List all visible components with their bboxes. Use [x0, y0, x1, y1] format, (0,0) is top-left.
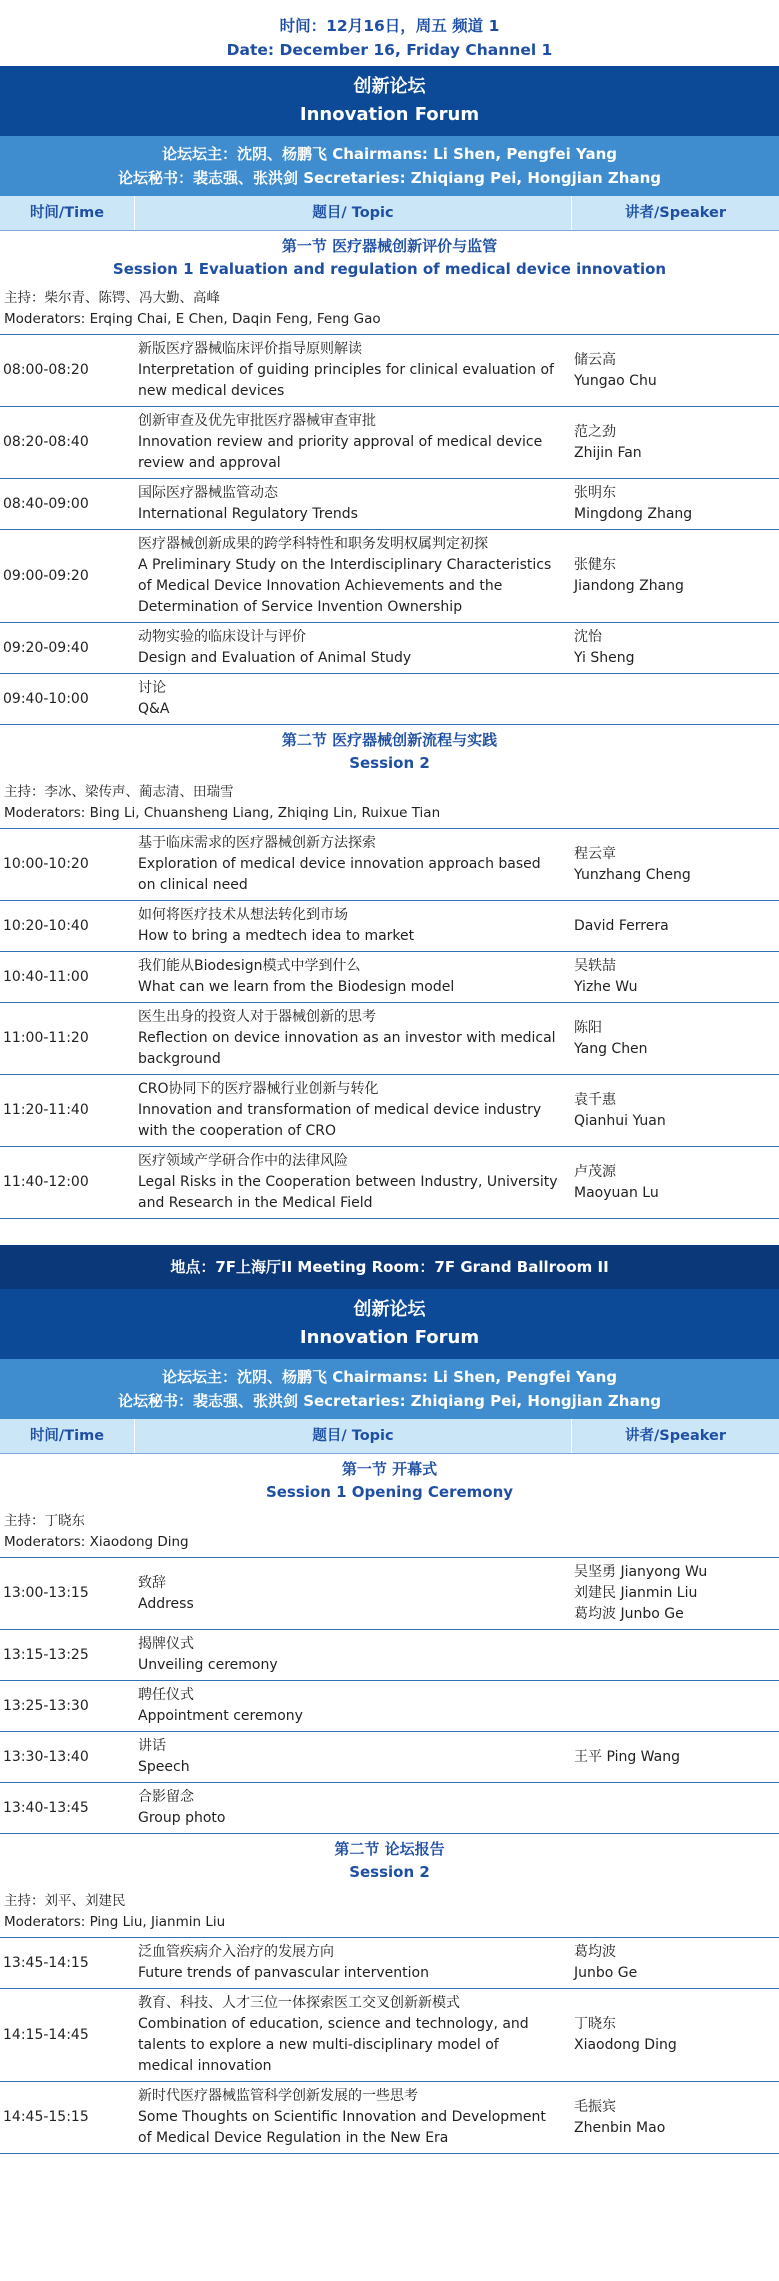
- topic-line: Design and Evaluation of Animal Study: [138, 650, 412, 666]
- topic-line: with the cooperation of CRO: [138, 1123, 336, 1139]
- topic-line: Determination of Service Invention Ownership: [138, 599, 463, 615]
- topic-line: Innovation review and priority approval of medical device: [138, 434, 543, 450]
- speaker-line: 张明东: [574, 485, 616, 501]
- moderators-cn: 主持：李冰、梁传声、蔺志清、田瑞雪: [4, 784, 234, 800]
- table-row: [0, 1732, 779, 1783]
- speaker-cell: [570, 1014, 779, 1064]
- speaker-line: 葛均波: [574, 1944, 616, 1960]
- topic-cell: [134, 407, 570, 478]
- forum-officers: [0, 136, 779, 196]
- time-slot: 10:20-10:40: [3, 917, 89, 934]
- topic-line: Address: [138, 1595, 194, 1612]
- date-channel-header: [0, 0, 779, 66]
- time-slot: 09:20-09:40: [3, 639, 89, 656]
- speaker-line: Zhijin Fan: [574, 444, 642, 461]
- topic-line: 创新审查及优先审批医疗器械审查审批: [138, 413, 376, 429]
- topic-line: Group photo: [138, 1810, 226, 1826]
- forum-title: [0, 1289, 779, 1359]
- forum-chairs: 论坛坛主：沈阴、杨鹏飞 Chairmans: Li Shen, Pengfei Yang: [162, 145, 617, 163]
- table-row: [0, 530, 779, 623]
- session-title-cn: 第一节 医疗器械创新评价与监管: [281, 237, 498, 255]
- table-row: [0, 674, 779, 725]
- time-slot: 13:25-13:30: [3, 1697, 89, 1714]
- topic-line: Future trends of panvascular intervention: [138, 1965, 429, 1981]
- speaker-line: 吴坚勇 Jianyong Wu: [574, 1564, 708, 1580]
- topic-line: on clinical need: [138, 877, 248, 893]
- topic-line: 动物实验的临床设计与评价: [138, 629, 306, 645]
- table-row: [0, 829, 779, 901]
- moderators: [0, 1889, 779, 1938]
- time-slot: 14:15-14:45: [3, 2026, 89, 2043]
- forum-secretaries: 论坛秘书：裴志强、张洪剑 Secretaries: Zhiqiang Pei, Hongjian Zhang: [117, 169, 662, 187]
- speaker-cell: [570, 1702, 779, 1710]
- table-row: [0, 407, 779, 479]
- topic-line: medical innovation: [138, 2058, 272, 2074]
- speaker-cell: [570, 2093, 779, 2143]
- forum-block-afternoon: [0, 1245, 779, 2154]
- moderators: [0, 286, 779, 335]
- topic-line: 医生出身的投资人对于器械创新的思考: [138, 1009, 376, 1025]
- speaker-line: Yunzhang Cheng: [574, 866, 691, 883]
- speaker-cell: [570, 1804, 779, 1812]
- table-row: [0, 479, 779, 530]
- time-slot: 10:40-11:00: [3, 968, 89, 985]
- topic-line: How to bring a medtech idea to market: [138, 928, 415, 944]
- speaker-cell: [570, 1158, 779, 1208]
- session-list: [0, 231, 779, 1219]
- topic-cell: [134, 335, 570, 406]
- speaker-line: 毛振宾: [574, 2098, 616, 2115]
- topic-cell: [134, 1147, 570, 1218]
- topic-line: 泛血管疾病介入治疗的发展方向: [138, 1944, 334, 1960]
- topic-cell: [134, 829, 570, 900]
- topic-cell: [134, 623, 570, 673]
- time-slot: 13:40-13:45: [3, 1799, 89, 1816]
- speaker-cell: [570, 418, 779, 468]
- speaker-cell: [570, 479, 779, 529]
- topic-line: Reflection on device innovation as an investor with medical: [138, 1030, 556, 1046]
- session-title: [0, 1834, 779, 1889]
- moderators-en: Moderators: Ping Liu, Jianmin Liu: [4, 1914, 226, 1930]
- speaker-line: Yang Chen: [574, 1040, 648, 1057]
- topic-line: 揭牌仪式: [138, 1636, 194, 1652]
- moderators-en: Moderators: Erqing Chai, E Chen, Daqin Feng, Feng Gao: [4, 311, 381, 327]
- table-row: [0, 1003, 779, 1075]
- forum-secretaries: 论坛秘书：裴志强、张洪剑 Secretaries: Zhiqiang Pei, Hongjian Zhang: [117, 1392, 662, 1410]
- speaker-cell: [570, 1651, 779, 1659]
- session-title-cn: 第二节 论坛报告: [334, 1840, 445, 1858]
- topic-cell: [134, 1783, 570, 1833]
- speaker-line: 刘建民 Jianmin Liu: [574, 1585, 698, 1601]
- session-title-en: Session 2: [349, 1863, 430, 1881]
- topic-cell: [134, 1003, 570, 1074]
- speaker-cell: [570, 1558, 779, 1629]
- speaker-line: 储云高: [574, 351, 616, 368]
- time-slot: 08:00-08:20: [3, 362, 89, 378]
- speaker-cell: [570, 912, 779, 941]
- speaker-line: Yungao Chu: [574, 372, 657, 389]
- session-title-cn: 第一节 开幕式: [341, 1460, 438, 1478]
- forum-title-en: Innovation Forum: [299, 104, 480, 125]
- table-header: [0, 196, 779, 231]
- speaker-line: 陈阳: [574, 1019, 602, 1036]
- session-title-en: Session 2: [349, 754, 430, 772]
- topic-cell: [134, 1681, 570, 1731]
- speaker-cell: [570, 346, 779, 396]
- table-row: [0, 952, 779, 1003]
- time-slot: 13:45-14:15: [3, 1954, 89, 1971]
- time-slot: 09:40-10:00: [3, 690, 89, 707]
- speaker-line: Zhenbin Mao: [574, 2119, 666, 2136]
- forum-title-cn: 创新论坛: [353, 1299, 426, 1320]
- session-title-en: Session 1 Evaluation and regulation of medical device innovation: [112, 260, 667, 278]
- speaker-line: Yi Sheng: [574, 650, 635, 666]
- time-slot: 13:00-13:15: [3, 1585, 89, 1601]
- session-title: [0, 1454, 779, 1509]
- table-row: [0, 1147, 779, 1219]
- session-list: [0, 1454, 779, 2154]
- forum-block-morning: [0, 66, 779, 1219]
- speaker-cell: [570, 695, 779, 703]
- speaker-line: 王平 Ping Wang: [574, 1748, 680, 1765]
- speaker-line: Maoyuan Lu: [574, 1184, 659, 1201]
- table-row: [0, 1630, 779, 1681]
- time-slot: 14:45-15:15: [3, 2109, 89, 2125]
- speaker-cell: [570, 623, 779, 673]
- topic-cell: [134, 1732, 570, 1782]
- meeting-location: 地点：7F上海厅II Meeting Room：7F Grand Ballroom II: [0, 1245, 779, 1289]
- speaker-line: David Ferrera: [574, 917, 669, 934]
- time-slot: 13:15-13:25: [3, 1646, 89, 1663]
- topic-cell: [134, 2082, 570, 2153]
- topic-line: 新时代医疗器械监管科学创新发展的一些思考: [138, 2088, 418, 2104]
- topic-line: 我们能从Biodesign模式中学到什么: [138, 958, 361, 974]
- topic-line: Unveiling ceremony: [138, 1657, 278, 1673]
- topic-cell: [134, 1075, 570, 1146]
- speaker-line: 葛均波 Junbo Ge: [574, 1606, 684, 1622]
- speaker-line: 张健东: [574, 557, 616, 573]
- speaker-line: Xiaodong Ding: [574, 2037, 677, 2053]
- speaker-cell: [570, 840, 779, 890]
- topic-line: Q&A: [138, 701, 170, 717]
- moderators: [0, 780, 779, 829]
- topic-cell: [134, 1938, 570, 1988]
- topic-line: CRO协同下的医疗器械行业创新与转化: [138, 1081, 379, 1097]
- topic-line: 讲话: [138, 1738, 166, 1754]
- topic-line: 医疗器械创新成果的跨学科特性和职务发明权属判定初探: [138, 536, 488, 552]
- topic-line: 聘任仪式: [138, 1687, 194, 1703]
- topic-line: 国际医疗器械监管动态: [138, 485, 278, 501]
- topic-line: 讨论: [138, 680, 166, 696]
- topic-line: 新版医疗器械临床评价指导原则解读: [138, 341, 362, 357]
- topic-line: background: [138, 1051, 221, 1067]
- time-slot: 11:00-11:20: [3, 1030, 89, 1046]
- speaker-cell: [570, 2010, 779, 2060]
- col-speaker: 讲者/Speaker: [625, 205, 726, 221]
- speaker-line: Mingdong Zhang: [574, 506, 693, 522]
- topic-line: Legal Risks in the Cooperation between Industry, University: [138, 1174, 558, 1190]
- moderators-cn: 主持：丁晓东: [4, 1513, 85, 1529]
- topic-line: Speech: [138, 1759, 190, 1775]
- time-slot: 11:40-12:00: [3, 1174, 89, 1190]
- speaker-line: 袁千惠: [574, 1091, 616, 1108]
- time-slot: 13:30-13:40: [3, 1748, 89, 1765]
- table-row: [0, 335, 779, 407]
- col-topic: 题目/ Topic: [135, 1419, 572, 1453]
- session-title: [0, 231, 779, 286]
- col-time: 时间/Time: [0, 1419, 135, 1453]
- topic-line: and Research in the Medical Field: [138, 1195, 373, 1211]
- speaker-line: Junbo Ge: [574, 1965, 638, 1981]
- date-line-en: Date: December 16, Friday Channel 1: [226, 41, 553, 59]
- topic-line: 致辞: [138, 1574, 166, 1591]
- topic-cell: [134, 530, 570, 622]
- topic-line: Appointment ceremony: [138, 1708, 303, 1724]
- topic-cell: [134, 952, 570, 1002]
- table-row: [0, 1558, 779, 1630]
- block-gap: [0, 1219, 779, 1245]
- speaker-cell: [570, 1086, 779, 1136]
- moderators-cn: 主持：柴尔青、陈锷、冯大勤、高峰: [4, 290, 220, 306]
- table-row: [0, 901, 779, 952]
- table-row: [0, 623, 779, 674]
- session-title: [0, 725, 779, 780]
- time-slot: 10:00-10:20: [3, 856, 89, 872]
- speaker-cell: [570, 1743, 779, 1772]
- speaker-line: 程云章: [574, 845, 616, 862]
- topic-line: 合影留念: [138, 1789, 194, 1805]
- time-slot: 08:20-08:40: [3, 434, 89, 450]
- time-slot: 08:40-09:00: [3, 495, 89, 512]
- moderators-cn: 主持：刘平、刘建民: [4, 1893, 126, 1909]
- session-title-en: Session 1 Opening Ceremony: [265, 1483, 514, 1501]
- topic-line: 如何将医疗技术从想法转化到市场: [138, 907, 348, 923]
- table-row: [0, 1681, 779, 1732]
- topic-line: review and approval: [138, 455, 281, 471]
- speaker-line: 卢茂源: [574, 1163, 616, 1180]
- speaker-cell: [570, 551, 779, 601]
- topic-cell: [134, 1989, 570, 2081]
- table-row: [0, 1075, 779, 1147]
- topic-line: Combination of education, science and technology, and: [138, 2016, 529, 2032]
- col-speaker: 讲者/Speaker: [625, 1428, 726, 1444]
- topic-cell: [134, 479, 570, 529]
- speaker-line: 范之劲: [574, 423, 616, 440]
- topic-line: 医疗领域产学研合作中的法律风险: [138, 1153, 348, 1169]
- time-slot: 11:20-11:40: [3, 1102, 89, 1118]
- speaker-line: 吴轶喆: [574, 958, 616, 974]
- forum-officers: [0, 1359, 779, 1419]
- forum-title-en: Innovation Forum: [299, 1327, 480, 1348]
- topic-line: Interpretation of guiding principles for clinical evaluation of: [138, 362, 554, 378]
- speaker-line: Yizhe Wu: [574, 979, 638, 995]
- speaker-line: Qianhui Yuan: [574, 1112, 666, 1129]
- speaker-line: Jiandong Zhang: [574, 578, 684, 594]
- table-row: [0, 1989, 779, 2082]
- forum-title-cn: 创新论坛: [353, 76, 426, 97]
- session-title-cn: 第二节 医疗器械创新流程与实践: [281, 731, 498, 749]
- speaker-line: 丁晓东: [574, 2016, 616, 2032]
- topic-line: What can we learn from the Biodesign model: [138, 979, 455, 995]
- forum-chairs: 论坛坛主：沈阴、杨鹏飞 Chairmans: Li Shen, Pengfei Yang: [162, 1368, 617, 1386]
- speaker-cell: [570, 1938, 779, 1988]
- topic-cell: [134, 1569, 570, 1619]
- table-header: [0, 1419, 779, 1454]
- moderators: [0, 1509, 779, 1558]
- table-row: [0, 1783, 779, 1834]
- date-line-cn: 时间：12月16日，周五 频道 1: [279, 17, 500, 35]
- topic-line: talents to explore a new multi-disciplinary model of: [138, 2037, 499, 2053]
- topic-line: A Preliminary Study on the Interdisciplinary Characteristics: [138, 557, 552, 573]
- topic-line: Some Thoughts on Scientific Innovation and Development: [138, 2109, 546, 2125]
- topic-line: 基于临床需求的医疗器械创新方法探索: [138, 835, 376, 851]
- topic-line: of Medical Device Regulation in the New Era: [138, 2130, 449, 2146]
- table-row: [0, 1938, 779, 1989]
- moderators-en: Moderators: Bing Li, Chuansheng Liang, Zhiqing Lin, Ruixue Tian: [4, 805, 441, 821]
- topic-line: International Regulatory Trends: [138, 506, 358, 522]
- col-time: 时间/Time: [0, 196, 135, 230]
- topic-cell: [134, 674, 570, 724]
- speaker-line: 沈怡: [574, 629, 602, 645]
- topic-line: of Medical Device Innovation Achievements and the: [138, 578, 503, 594]
- topic-line: Innovation and transformation of medical device industry: [138, 1102, 542, 1118]
- topic-cell: [134, 1630, 570, 1680]
- speaker-cell: [570, 952, 779, 1002]
- topic-line: 教育、科技、人才三位一体探索医工交叉创新新模式: [138, 1995, 460, 2011]
- table-row: [0, 2082, 779, 2154]
- moderators-en: Moderators: Xiaodong Ding: [4, 1534, 189, 1550]
- col-topic: 题目/ Topic: [135, 196, 572, 230]
- topic-cell: [134, 901, 570, 951]
- topic-line: Exploration of medical device innovation approach based: [138, 856, 541, 872]
- time-slot: 09:00-09:20: [3, 567, 89, 584]
- forum-title: [0, 66, 779, 136]
- topic-line: new medical devices: [138, 383, 285, 399]
